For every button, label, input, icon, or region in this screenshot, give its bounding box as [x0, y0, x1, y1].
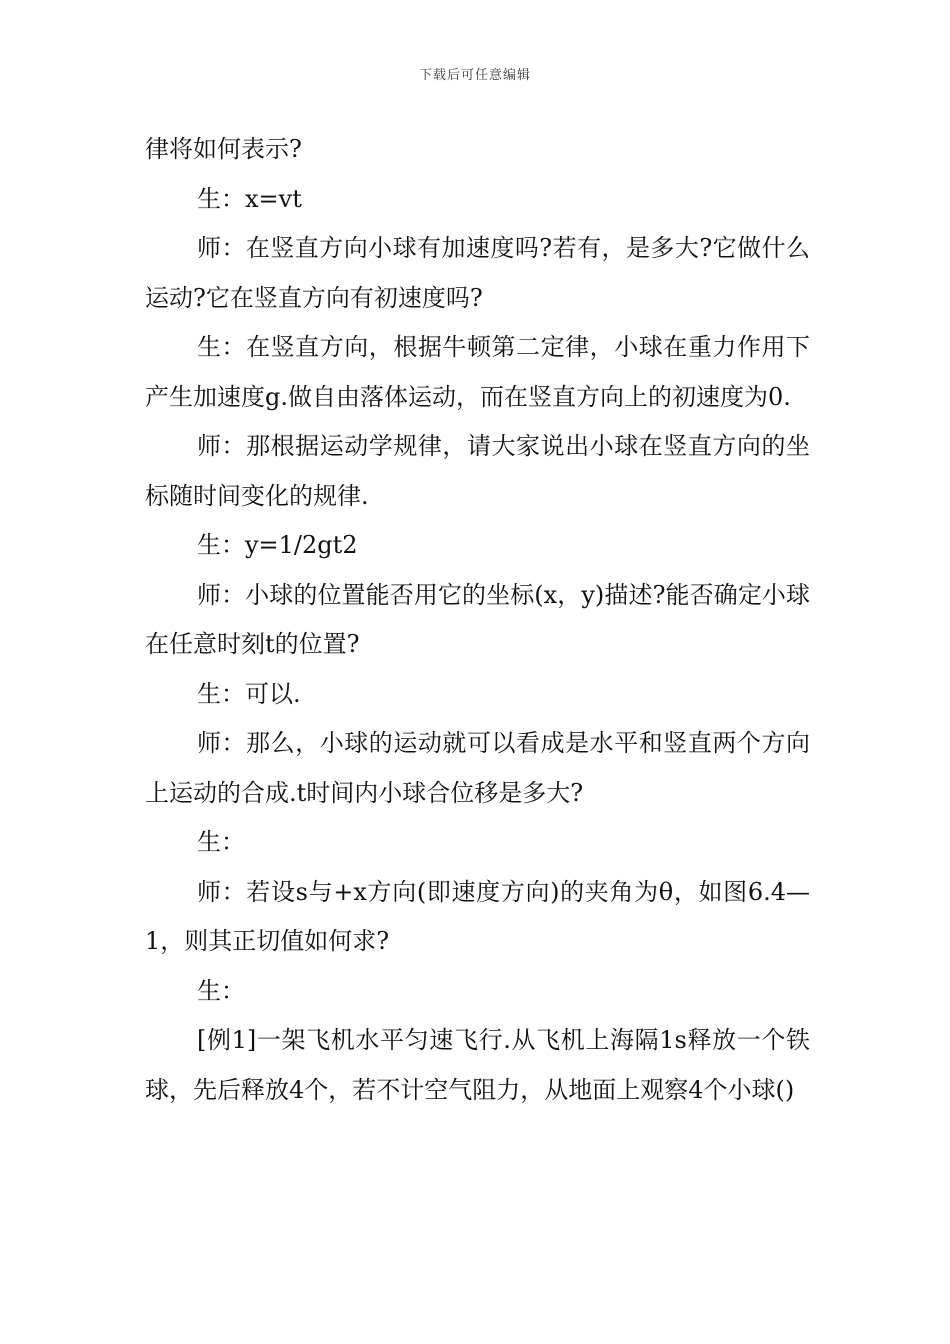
paragraph-8: 生：可以.: [197, 679, 301, 708]
paragraph-12: 生：: [197, 976, 245, 1005]
paragraph-11: 师：若设s与+x方向(即速度方向)的夹角为θ，如图6.4—1，则其正切值如何求?: [145, 877, 810, 955]
paragraph-4: 生：在竖直方向，根据牛顿第二定律，小球在重力作用下产生加速度g.做自由落体运动，而在竖直方向上的初速度为0.: [145, 333, 810, 411]
paragraph-13: [例1]一架飞机水平匀速飞行.从飞机上海隔1s释放一个铁球，先后释放4个，若不计空气阻力，从地面上观察4个小球(): [145, 1026, 810, 1104]
paragraph-5: 师：那根据运动学规律，请大家说出小球在竖直方向的坐标随时间变化的规律.: [145, 432, 810, 510]
document-body: [145, 125, 810, 1115]
paragraph-3: 师：在竖直方向小球有加速度吗?若有，是多大?它做什么运动?它在竖直方向有初速度吗?: [145, 234, 810, 312]
paragraph-9: 师：那么，小球的运动就可以看成是水平和竖直两个方向上运动的合成.t时间内小球合位移是多大?: [145, 729, 810, 807]
paragraph-6: 生：y=1/2gt2: [197, 531, 358, 559]
paragraph-10: 生：: [197, 828, 245, 856]
paragraph-7: 师：小球的位置能否用它的坐标(x，y)描述?能否确定小球在任意时刻t的位置?: [145, 580, 810, 658]
page-header: 下载后可任意编辑: [418, 68, 531, 83]
paragraph-1: 律将如何表示?: [145, 135, 302, 163]
paragraph-2: 生：x=vt: [197, 184, 302, 213]
